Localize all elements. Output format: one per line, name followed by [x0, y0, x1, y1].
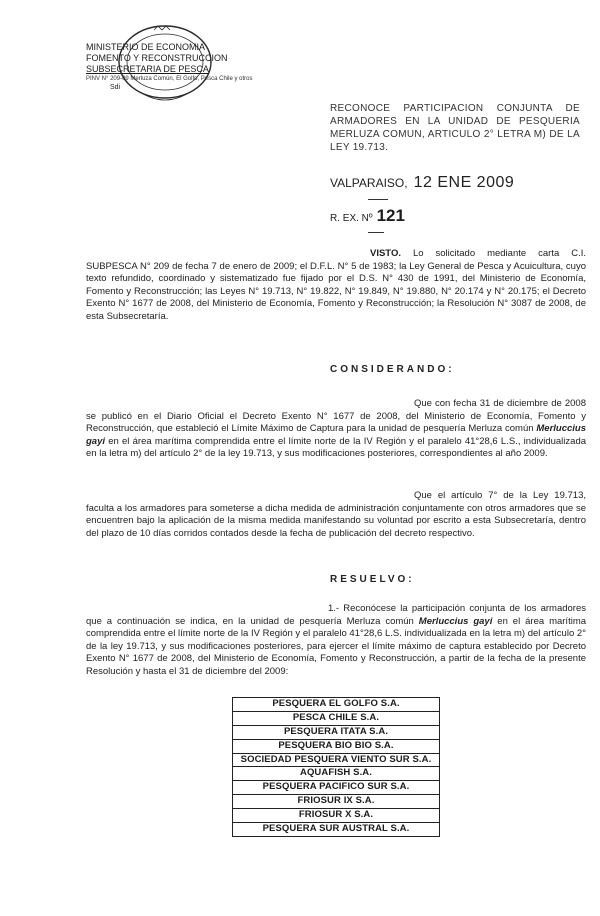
ministry-name: MINISTERIO DE ECONOMIA — [86, 42, 206, 52]
resolution-label: R. EX. Nº — [330, 213, 373, 224]
document-title: RECONOCE PARTICIPACION CONJUNTA DE ARMADORES EN LA UNIDAD DE PESQUERIA MERLUZA COMUN, ARTICULO 2° LETRA M) DE LA LEY 19.713. — [330, 103, 580, 153]
company-row: PESCA CHILE S.A. — [233, 712, 439, 726]
considerando-text-1b: en el área marítima comprendida entre el límite norte de la IV Región y el paralelo 41°28,6 L.S., individualizada en la letra m) del artículo 2° de la ley 19.713, y sus modificaciones posteriores, correspondientes al año 2009. — [86, 435, 587, 460]
resuelvo-text-1a: 1.- Reconócese la participación conjunta de los armadores que a continuación se indica, en la unidad de pesquería Merluza común — [86, 603, 586, 627]
company-row: PESQUERA BIO BIO S.A. — [233, 740, 439, 754]
resuelvo-text-1b: en el área marítima comprendida entre el límite norte de la IV Región y el paralelo 41°28,6 L.S. individualizada en la letra m) del artículo 2° de la ley 19.713, y sus modificaciones posteriores, para ejercer el límite máximo de captura establecido por Decreto Exento N° 1677 de 2008, del Ministerio de Economía, Fomento y Reconstrucción, a partir de la fecha de la presente Resolución y hasta el 31 de diciembre del 2009: — [86, 615, 587, 677]
place-date — [330, 174, 514, 192]
resuelvo-paragraph-1 — [86, 603, 586, 679]
letterhead — [86, 42, 253, 92]
place: VALPARAISO, — [330, 176, 408, 190]
divider-dash — [368, 232, 384, 233]
company-row: AQUAFISH S.A. — [233, 767, 439, 781]
resuelvo-heading: RESUELVO: — [330, 574, 415, 585]
considerando-paragraph-1 — [86, 398, 586, 461]
company-table — [232, 697, 440, 837]
company-row: PESQUERA PACIFICO SUR S.A. — [233, 781, 439, 795]
company-row: PESQUERA SUR AUSTRAL S.A. — [262, 823, 410, 835]
ministry-name-2: FOMENTO Y RECONSTRUCCION — [86, 53, 228, 63]
company-row: SOCIEDAD PESQUERA VIENTO SUR S.A. — [233, 754, 439, 768]
visto-text: Lo solicitado mediante carta C.I. SUBPESCA N° 209 de fecha 7 de enero de 2009; el D.F.L. N° 5 de 1983; la Ley General de Pesca y Acuicultura, cuyo texto refundido, coordinado y sistematizado fue fijado por el D.S. N° 430 de 1991, del Ministerio de Economía, Fomento y Reconstrucción; las Leyes N° 19.713, N° 19.822, N° 19.849, N° 19.880, N° 20.174 y N° 20.175; el Decreto Exento N° 1677 de 2008, del Ministerio de Economía, Fomento y Reconstrucción; la Resolución N° 3087 de 2008, de esta Subsecretaría. — [86, 248, 587, 322]
company-row: PESQUERA ITATA S.A. — [233, 726, 439, 740]
date-stamp: 12 ENE 2009 — [413, 174, 515, 191]
resolution-value: 121 — [376, 206, 405, 225]
reference-line: PINV N° 209-09 Merluza Común, El Golfo, Pesca Chile y otros — [86, 76, 253, 82]
resolution-number — [330, 206, 405, 226]
considerando-paragraph-2 — [86, 490, 586, 540]
visto-lead: VISTO. — [370, 248, 401, 259]
company-row: FRIOSUR IX S.A. — [233, 795, 439, 809]
company-row: PESQUERA EL GOLFO S.A. — [233, 698, 439, 712]
species-name: Merluccius gayi — [418, 615, 493, 627]
considerando-text-1a: Que con fecha 31 de diciembre de 2008 se publicó en el Diario Oficial el Decreto Exento N° 1677 de 2008, del Ministerio de Economía, Fomento y Reconstrucción, que estableció el Límite Máximo de Captura para la unidad de pesquería Merluza común — [86, 398, 586, 435]
company-row: FRIOSUR X S.A. — [233, 809, 439, 823]
considerando-heading: CONSIDERANDO: — [330, 364, 455, 375]
divider-dash — [368, 199, 388, 200]
visto-paragraph — [86, 248, 586, 324]
species-name: Merluccius gayi — [86, 423, 587, 447]
considerando-text-2: Que el artículo 7° de la Ley 19.713, faculta a los armadores para someterse a dicha medida de administración conjuntamente con otros armadores que se encuentren bajo la aplicación de la misma medida manifestando su voluntad por escrito a esta Subsecretaría, dentro del plazo de 10 días corridos contados desde la fecha de publicación del decreto respectivo. — [86, 490, 586, 539]
reference-code: Sdi — [110, 84, 121, 91]
subsecretaria-name: SUBSECRETARIA DE PESCA — [86, 64, 209, 74]
